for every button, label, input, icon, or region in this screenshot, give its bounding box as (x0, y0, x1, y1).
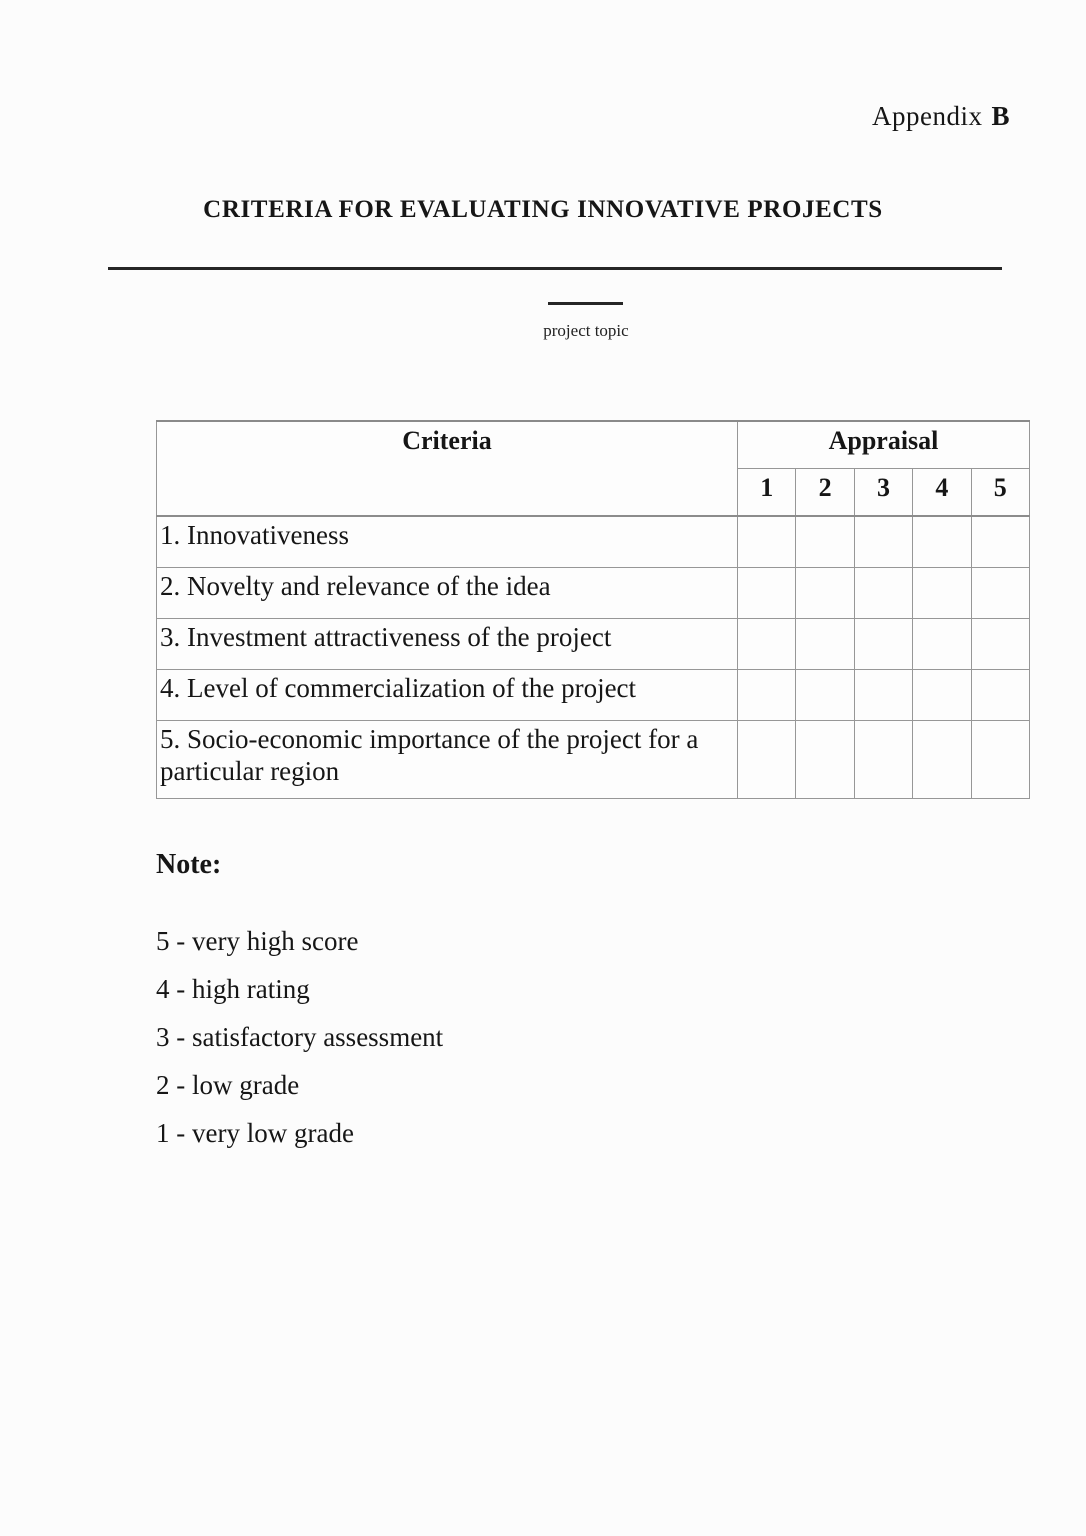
criterion-label: 5. Socio-economic importance of the project for a particular region (157, 720, 738, 798)
appraisal-cell (913, 720, 971, 798)
appraisal-cell (738, 516, 796, 567)
appraisal-cell (854, 567, 912, 618)
page-title: CRITERIA FOR EVALUATING INNOVATIVE PROJECTS (203, 196, 883, 223)
appraisal-cell (854, 618, 912, 669)
appendix-label (872, 101, 1010, 132)
appraisal-cell (796, 567, 854, 618)
criterion-label: 2. Novelty and relevance of the idea (157, 567, 738, 618)
appendix-word: Appendix (872, 101, 983, 131)
criterion-label: 4. Level of commercialization of the project (157, 669, 738, 720)
note-item: 3 - satisfactory assessment (156, 1022, 444, 1052)
appraisal-cell (913, 567, 971, 618)
note-heading: Note: (156, 849, 222, 880)
note-item: 1 - very low grade (156, 1118, 354, 1148)
appraisal-cell (796, 669, 854, 720)
fill-in-blank-line-short (548, 276, 623, 305)
score-header-1: 1 (738, 468, 796, 516)
appraisal-column-header: Appraisal (738, 421, 1030, 468)
table-row (157, 618, 1030, 669)
table-row (157, 720, 1030, 798)
criteria-table (156, 420, 1030, 799)
criterion-label: 1. Innovativeness (157, 516, 738, 567)
appraisal-cell (738, 669, 796, 720)
appraisal-cell (971, 669, 1029, 720)
appraisal-cell (738, 720, 796, 798)
table-row (157, 516, 1030, 567)
score-header-2: 2 (796, 468, 854, 516)
fill-in-blank-line (108, 240, 1002, 270)
appraisal-cell (854, 516, 912, 567)
score-header-5: 5 (971, 468, 1029, 516)
score-header-4: 4 (913, 468, 971, 516)
appraisal-cell (796, 618, 854, 669)
criterion-label: 3. Investment attractiveness of the project (157, 618, 738, 669)
appraisal-cell (913, 669, 971, 720)
score-header-3: 3 (854, 468, 912, 516)
appraisal-cell (738, 567, 796, 618)
blank-line-caption: project topic (543, 321, 629, 340)
note-list (156, 925, 443, 1165)
note-item: 4 - high rating (156, 974, 310, 1004)
appraisal-cell (854, 720, 912, 798)
note-item: 5 - very high score (156, 926, 359, 956)
criteria-column-header: Criteria (157, 421, 738, 516)
appraisal-cell (854, 669, 912, 720)
appraisal-cell (971, 720, 1029, 798)
appraisal-cell (913, 618, 971, 669)
appraisal-cell (913, 516, 971, 567)
table-header-row-1 (157, 421, 1030, 468)
appraisal-cell (971, 618, 1029, 669)
table-row (157, 669, 1030, 720)
appraisal-cell (971, 516, 1029, 567)
appraisal-cell (796, 516, 854, 567)
note-item: 2 - low grade (156, 1070, 300, 1100)
table-row (157, 567, 1030, 618)
appraisal-cell (796, 720, 854, 798)
appraisal-cell (971, 567, 1029, 618)
appendix-letter: B (991, 101, 1010, 131)
appraisal-cell (738, 618, 796, 669)
